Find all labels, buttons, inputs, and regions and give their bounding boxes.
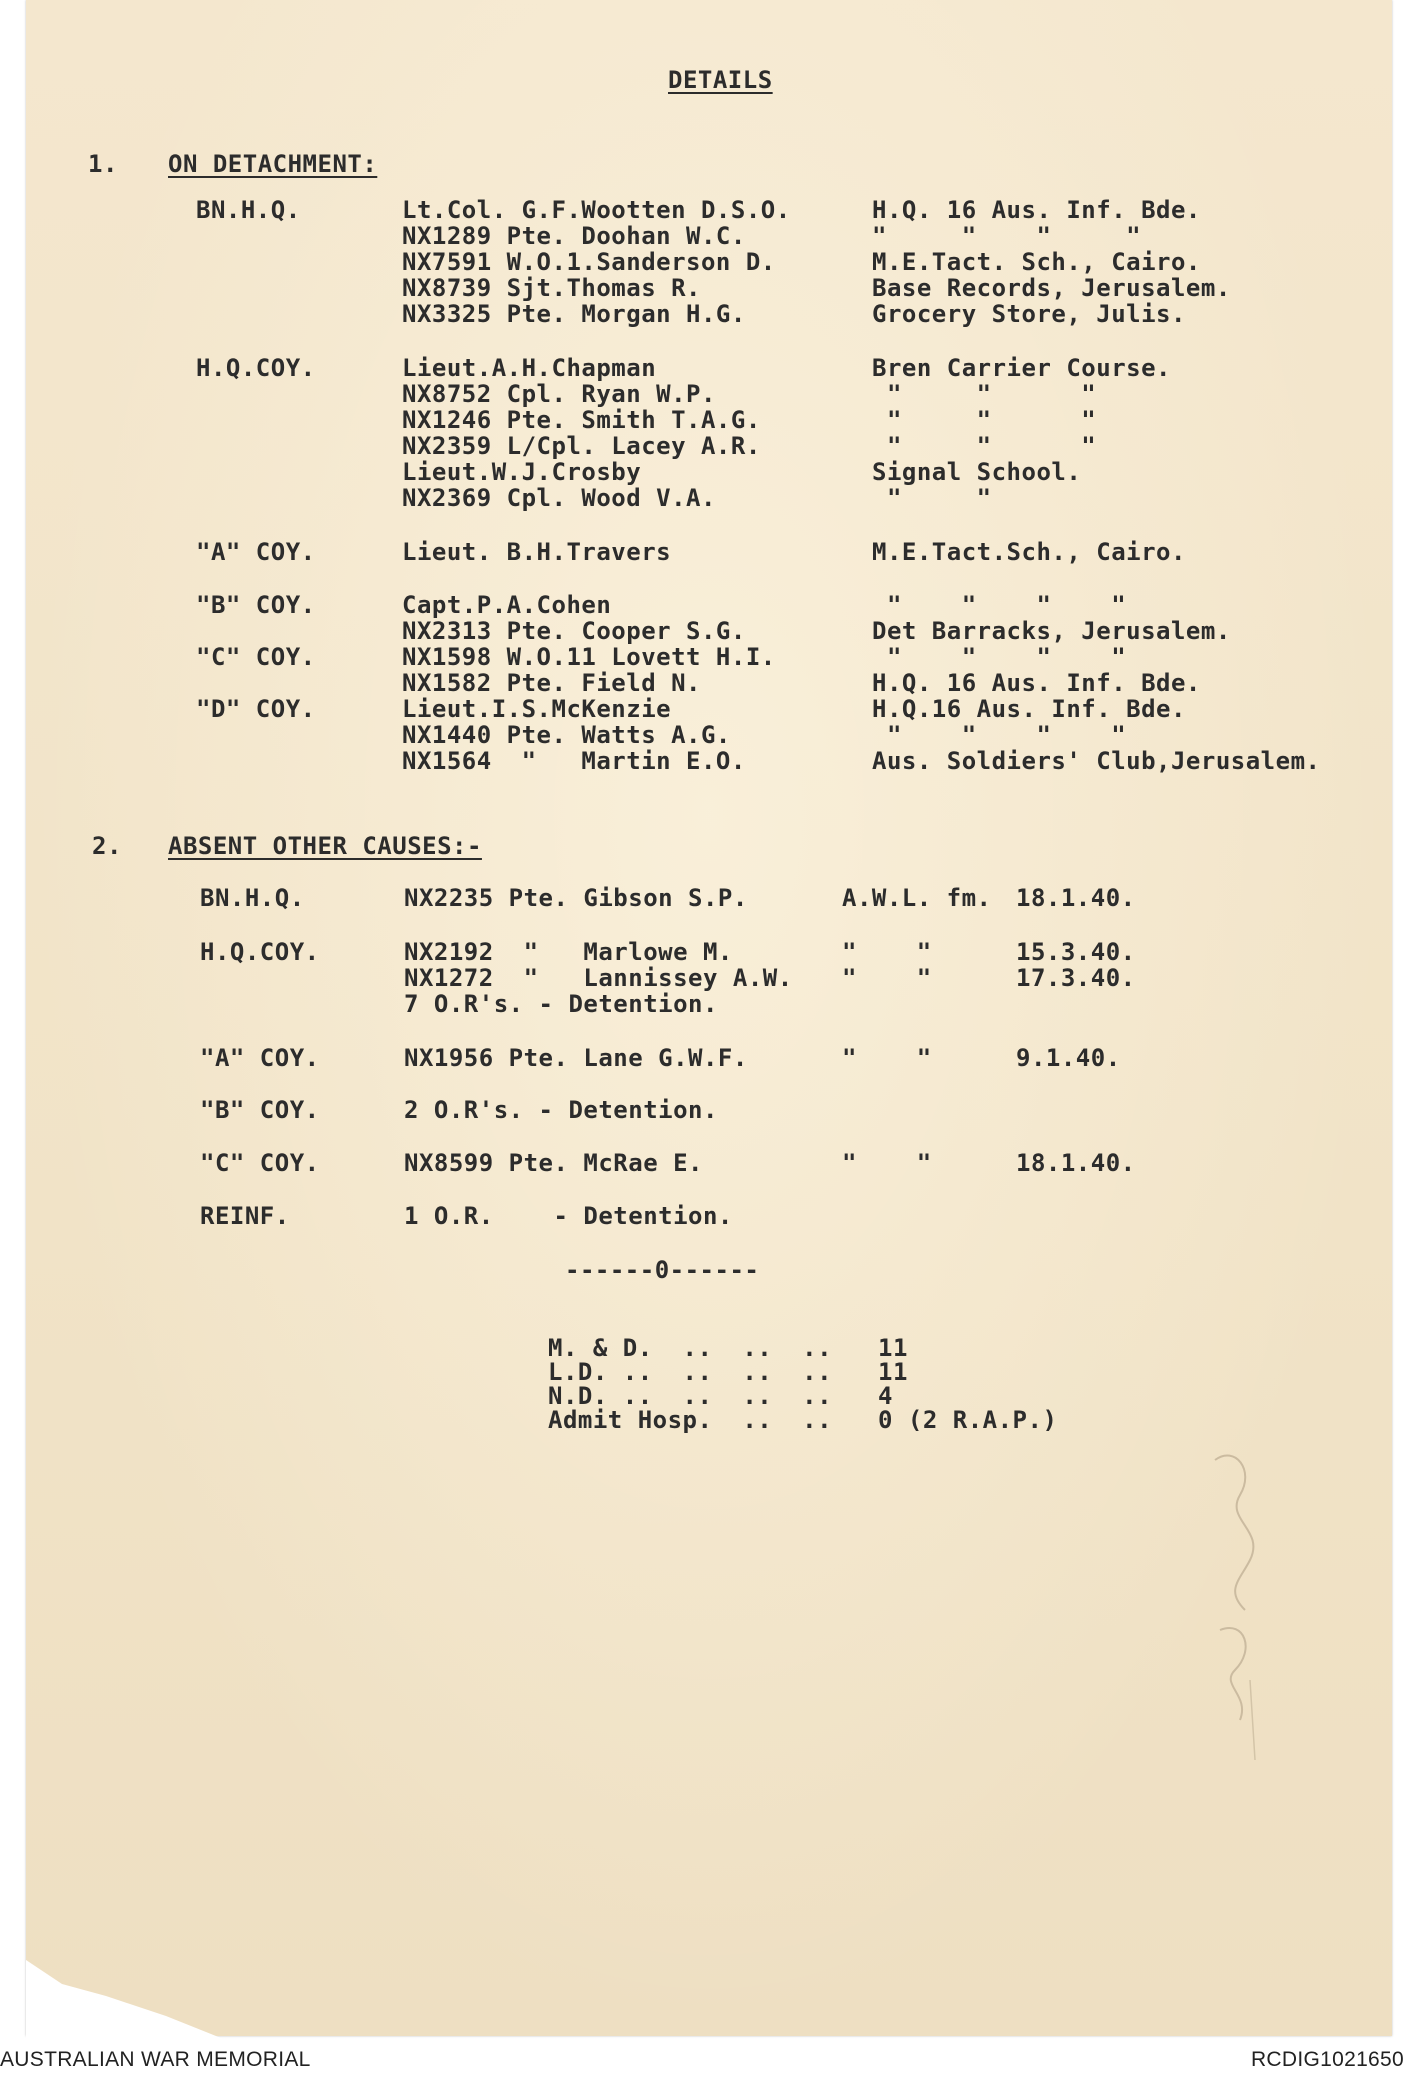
absent-name: 2 O.R's. - Detention. — [404, 1096, 718, 1124]
total-label: M. & D. .. .. .. — [548, 1334, 833, 1362]
separator-line: ------0------ — [565, 1256, 760, 1284]
absent-name: NX8599 Pte. McRae E. — [404, 1149, 703, 1177]
detachment-unit: H.Q.COY. — [196, 354, 316, 382]
absent-date: 15.3.40. — [1016, 938, 1136, 966]
detachment-name: NX7591 W.O.1.Sanderson D. — [402, 248, 776, 276]
detachment-place: H.Q.16 Aus. Inf. Bde. — [872, 695, 1186, 723]
detachment-place: Grocery Store, Julis. — [872, 300, 1186, 328]
detachment-place: M.E.Tact.Sch., Cairo. — [872, 538, 1186, 566]
absent-name: NX1956 Pte. Lane G.W.F. — [404, 1044, 748, 1072]
detachment-name: Lt.Col. G.F.Wootten D.S.O. — [402, 196, 791, 224]
detachment-name: Lieut.A.H.Chapman — [402, 354, 657, 382]
detachment-place: " " " — [872, 380, 1097, 408]
detachment-name: Capt.P.A.Cohen — [402, 591, 612, 619]
detachment-place: H.Q. 16 Aus. Inf. Bde. — [872, 669, 1201, 697]
detachment-unit: BN.H.Q. — [196, 196, 301, 224]
detachment-place: Signal School. — [872, 458, 1082, 486]
detachment-name: NX2369 Cpl. Wood V.A. — [402, 484, 716, 512]
absent-unit: "A" COY. — [200, 1044, 320, 1072]
section-2-heading: ABSENT OTHER CAUSES:- — [168, 832, 482, 860]
absent-date: 17.3.40. — [1016, 964, 1136, 992]
absent-status: A.W.L. fm. — [842, 884, 992, 912]
detachment-name: NX1246 Pte. Smith T.A.G. — [402, 406, 761, 434]
absent-unit: BN.H.Q. — [200, 884, 305, 912]
total-value: 0 (2 R.A.P.) — [878, 1406, 1058, 1434]
detachment-name: Lieut. B.H.Travers — [402, 538, 672, 566]
detachment-place: " " " " — [872, 591, 1127, 619]
detachment-name: Lieut.W.J.Crosby — [402, 458, 642, 486]
detachment-unit: "B" COY. — [196, 591, 316, 619]
detachment-name: NX1289 Pte. Doohan W.C. — [402, 222, 746, 250]
absent-date: 18.1.40. — [1016, 1149, 1136, 1177]
total-label: Admit Hosp. .. .. — [548, 1406, 833, 1434]
footer-right: RCDIG1021650 — [1250, 2048, 1404, 2071]
detachment-place: " " " " — [872, 643, 1127, 671]
total-label: L.D. .. .. .. .. — [548, 1358, 833, 1386]
detachment-name: NX2313 Pte. Cooper S.G. — [402, 617, 746, 645]
absent-name: 1 O.R. - Detention. — [404, 1202, 733, 1230]
detachment-name: NX1598 W.O.11 Lovett H.I. — [402, 643, 776, 671]
document-title: DETAILS — [668, 66, 773, 94]
total-value: 4 — [878, 1382, 893, 1410]
absent-status: " " — [842, 964, 932, 992]
absent-status: " " — [842, 938, 932, 966]
total-label: N.D. .. .. .. .. — [548, 1382, 833, 1410]
detachment-place: " " " " — [872, 222, 1142, 250]
detachment-place: Aus. Soldiers' Club,Jerusalem. — [872, 747, 1321, 775]
total-value: 11 — [878, 1334, 908, 1362]
detachment-name: NX8739 Sjt.Thomas R. — [402, 274, 701, 302]
detachment-name: Lieut.I.S.McKenzie — [402, 695, 672, 723]
absent-status: " " — [842, 1149, 932, 1177]
absent-name: 7 O.R's. - Detention. — [404, 990, 718, 1018]
absent-name: NX2192 " Marlowe M. — [404, 938, 733, 966]
absent-date: 18.1.40. — [1016, 884, 1136, 912]
detachment-place: Det Barracks, Jerusalem. — [872, 617, 1231, 645]
detachment-unit: "C" COY. — [196, 643, 316, 671]
absent-name: NX1272 " Lannissey A.W. — [404, 964, 793, 992]
detachment-place: H.Q. 16 Aus. Inf. Bde. — [872, 196, 1201, 224]
detachment-place: Base Records, Jerusalem. — [872, 274, 1231, 302]
detachment-unit: "A" COY. — [196, 538, 316, 566]
absent-unit: "B" COY. — [200, 1096, 320, 1124]
detachment-name: NX1564 " Martin E.O. — [402, 747, 746, 775]
detachment-name: NX2359 L/Cpl. Lacey A.R. — [402, 432, 761, 460]
footer-left: AUSTRALIAN WAR MEMORIAL — [0, 2048, 311, 2071]
detachment-place: " " " " — [872, 721, 1127, 749]
detachment-place: " " " — [872, 432, 1097, 460]
absent-date: 9.1.40. — [1016, 1044, 1121, 1072]
section-2-number: 2. — [92, 832, 122, 860]
section-1-number: 1. — [88, 150, 118, 178]
section-1-heading: ON DETACHMENT: — [168, 150, 378, 178]
detachment-name: NX3325 Pte. Morgan H.G. — [402, 300, 746, 328]
detachment-name: NX8752 Cpl. Ryan W.P. — [402, 380, 716, 408]
detachment-place: Bren Carrier Course. — [872, 354, 1171, 382]
absent-status: " " — [842, 1044, 932, 1072]
detachment-unit: "D" COY. — [196, 695, 316, 723]
detachment-place: " " — [872, 484, 992, 512]
detachment-place: M.E.Tact. Sch., Cairo. — [872, 248, 1201, 276]
total-value: 11 — [878, 1358, 908, 1386]
absent-unit: "C" COY. — [200, 1149, 320, 1177]
absent-name: NX2235 Pte. Gibson S.P. — [404, 884, 748, 912]
detachment-place: " " " — [872, 406, 1097, 434]
detachment-name: NX1440 Pte. Watts A.G. — [402, 721, 731, 749]
detachment-name: NX1582 Pte. Field N. — [402, 669, 701, 697]
absent-unit: REINF. — [200, 1202, 290, 1230]
pencil-signature — [1195, 1440, 1285, 1760]
absent-unit: H.Q.COY. — [200, 938, 320, 966]
